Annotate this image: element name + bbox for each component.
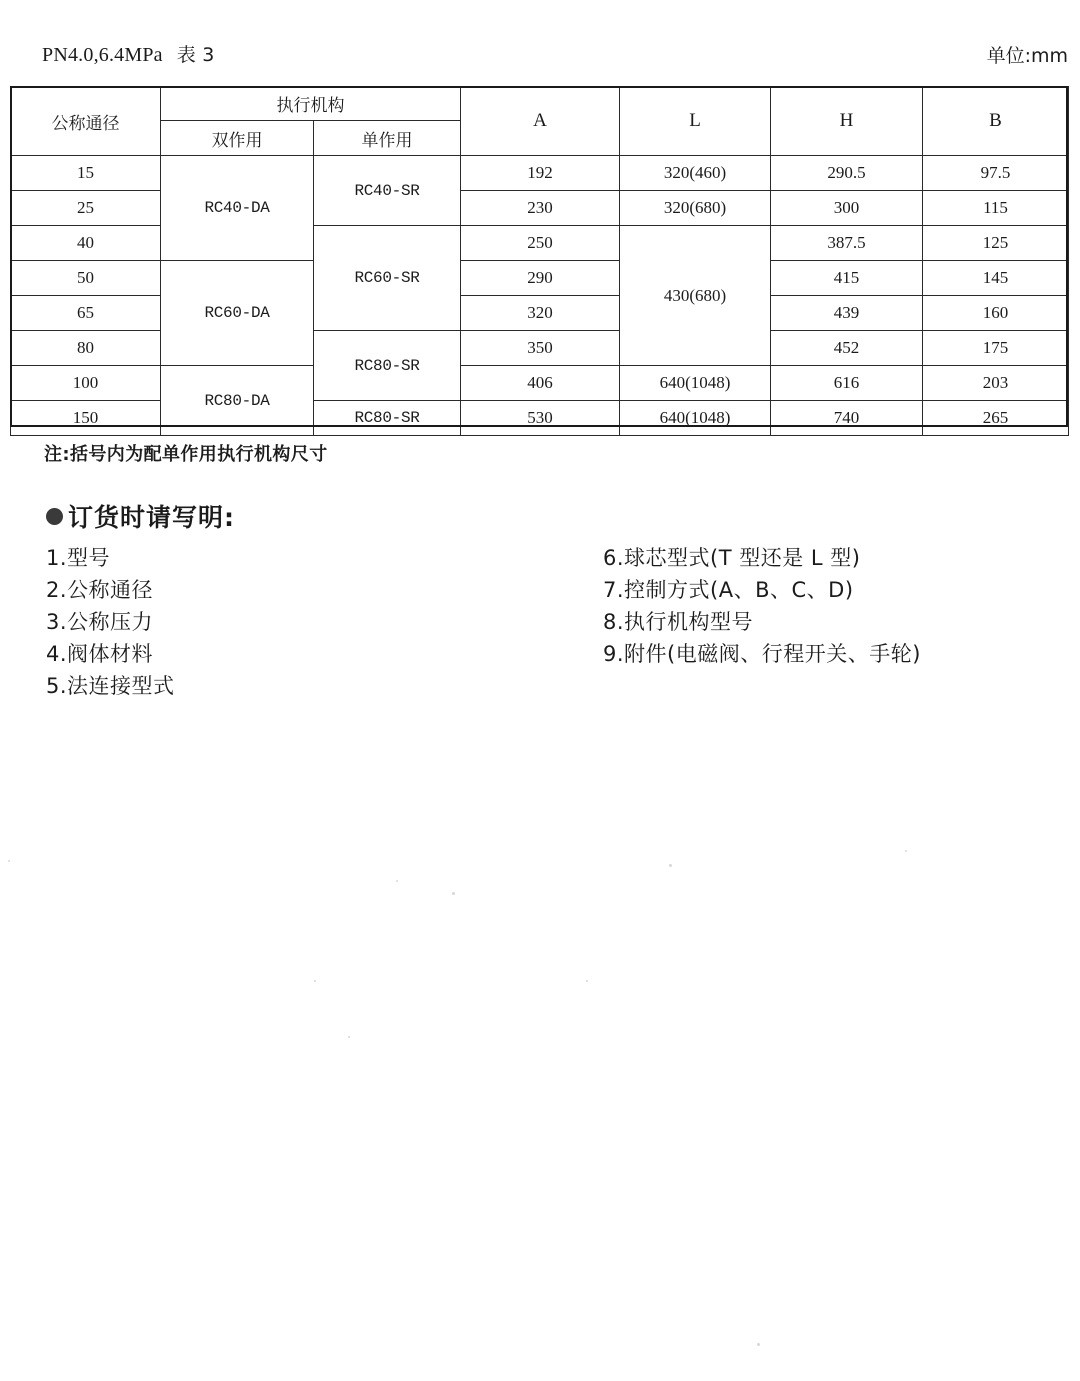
order-list-right-column (603, 542, 921, 670)
cell-l: 640(1048) (620, 401, 771, 436)
list-item: 9.附件(电磁阀、行程开关、手轮) (603, 642, 921, 666)
cell-a: 290 (461, 261, 620, 296)
cell-h: 290.5 (771, 156, 923, 191)
cell-dn: 100 (11, 366, 161, 401)
scan-speck (348, 1036, 350, 1038)
cell-h: 387.5 (771, 226, 923, 261)
table-caption-left (42, 40, 214, 67)
cell-dn: 50 (11, 261, 161, 296)
cell-single-acting: RC60-SR (314, 226, 461, 331)
specification-table (10, 86, 1069, 436)
list-item: 7.控制方式(A、B、C、D) (603, 578, 854, 602)
cell-b: 203 (923, 366, 1069, 401)
table-caption-row (0, 40, 1080, 74)
header-single-acting: 单作用 (314, 121, 461, 156)
scan-speck (905, 850, 907, 852)
cell-b: 265 (923, 401, 1069, 436)
table-header-row-1 (11, 87, 1069, 121)
cell-a: 192 (461, 156, 620, 191)
cell-a: 350 (461, 331, 620, 366)
cell-h: 740 (771, 401, 923, 436)
cell-b: 175 (923, 331, 1069, 366)
scan-speck (314, 980, 316, 982)
cell-double-acting: RC60-DA (161, 261, 314, 366)
list-item: 3.公称压力 (46, 610, 154, 634)
order-list-left-column (46, 542, 175, 702)
cell-l: 640(1048) (620, 366, 771, 401)
cell-a: 530 (461, 401, 620, 436)
cell-dn: 25 (11, 191, 161, 226)
cell-h: 452 (771, 331, 923, 366)
bullet-dot-icon (46, 508, 63, 525)
cell-single-acting: RC80-SR (314, 331, 461, 401)
header-col-b: B (923, 87, 1069, 156)
scan-speck (8, 860, 10, 862)
cell-double-acting: RC40-DA (161, 156, 314, 261)
pressure-label: PN4.0,6.4MPa (42, 44, 163, 66)
cell-b: 125 (923, 226, 1069, 261)
header-col-a: A (461, 87, 620, 156)
list-item: 8.执行机构型号 (603, 610, 754, 634)
order-section-heading (46, 498, 235, 534)
header-col-l: L (620, 87, 771, 156)
table-row (11, 156, 1069, 191)
cell-l: 430(680) (620, 226, 771, 366)
list-item: 1.型号 (46, 546, 111, 570)
cell-b: 115 (923, 191, 1069, 226)
cell-l: 320(460) (620, 156, 771, 191)
list-item: 5.法连接型式 (46, 674, 175, 698)
scan-speck (669, 864, 672, 867)
scan-speck (452, 892, 455, 895)
list-item: 4.阀体材料 (46, 642, 154, 666)
cell-h: 300 (771, 191, 923, 226)
cell-dn: 80 (11, 331, 161, 366)
header-actuator-group: 执行机构 (161, 87, 461, 121)
scan-speck (396, 880, 398, 882)
header-col-h: H (771, 87, 923, 156)
scan-speck (757, 1343, 760, 1346)
cell-h: 439 (771, 296, 923, 331)
cell-b: 160 (923, 296, 1069, 331)
cell-h: 616 (771, 366, 923, 401)
cell-b: 97.5 (923, 156, 1069, 191)
table-number: 表 3 (176, 44, 215, 66)
table-row (11, 366, 1069, 401)
table-note: 注:括号内为配单作用执行机构尺寸 (44, 444, 328, 465)
list-item: 6.球芯型式(T 型还是 L 型) (603, 546, 861, 570)
cell-dn: 15 (11, 156, 161, 191)
header-nominal-diameter: 公称通径 (11, 87, 161, 156)
table-row (11, 261, 1069, 296)
cell-a: 320 (461, 296, 620, 331)
list-item: 2.公称通径 (46, 578, 154, 602)
cell-single-acting: RC80-SR (314, 401, 461, 436)
cell-a: 230 (461, 191, 620, 226)
cell-dn: 65 (11, 296, 161, 331)
cell-l: 320(680) (620, 191, 771, 226)
scan-speck (586, 980, 588, 982)
header-double-acting: 双作用 (161, 121, 314, 156)
cell-a: 250 (461, 226, 620, 261)
cell-a: 406 (461, 366, 620, 401)
cell-h: 415 (771, 261, 923, 296)
cell-b: 145 (923, 261, 1069, 296)
unit-label: 单位:mm (986, 45, 1068, 67)
cell-double-acting: RC80-DA (161, 366, 314, 436)
order-section-heading-text: 订货时请写明: (68, 503, 235, 532)
cell-dn: 150 (11, 401, 161, 436)
cell-dn: 40 (11, 226, 161, 261)
cell-single-acting: RC40-SR (314, 156, 461, 226)
